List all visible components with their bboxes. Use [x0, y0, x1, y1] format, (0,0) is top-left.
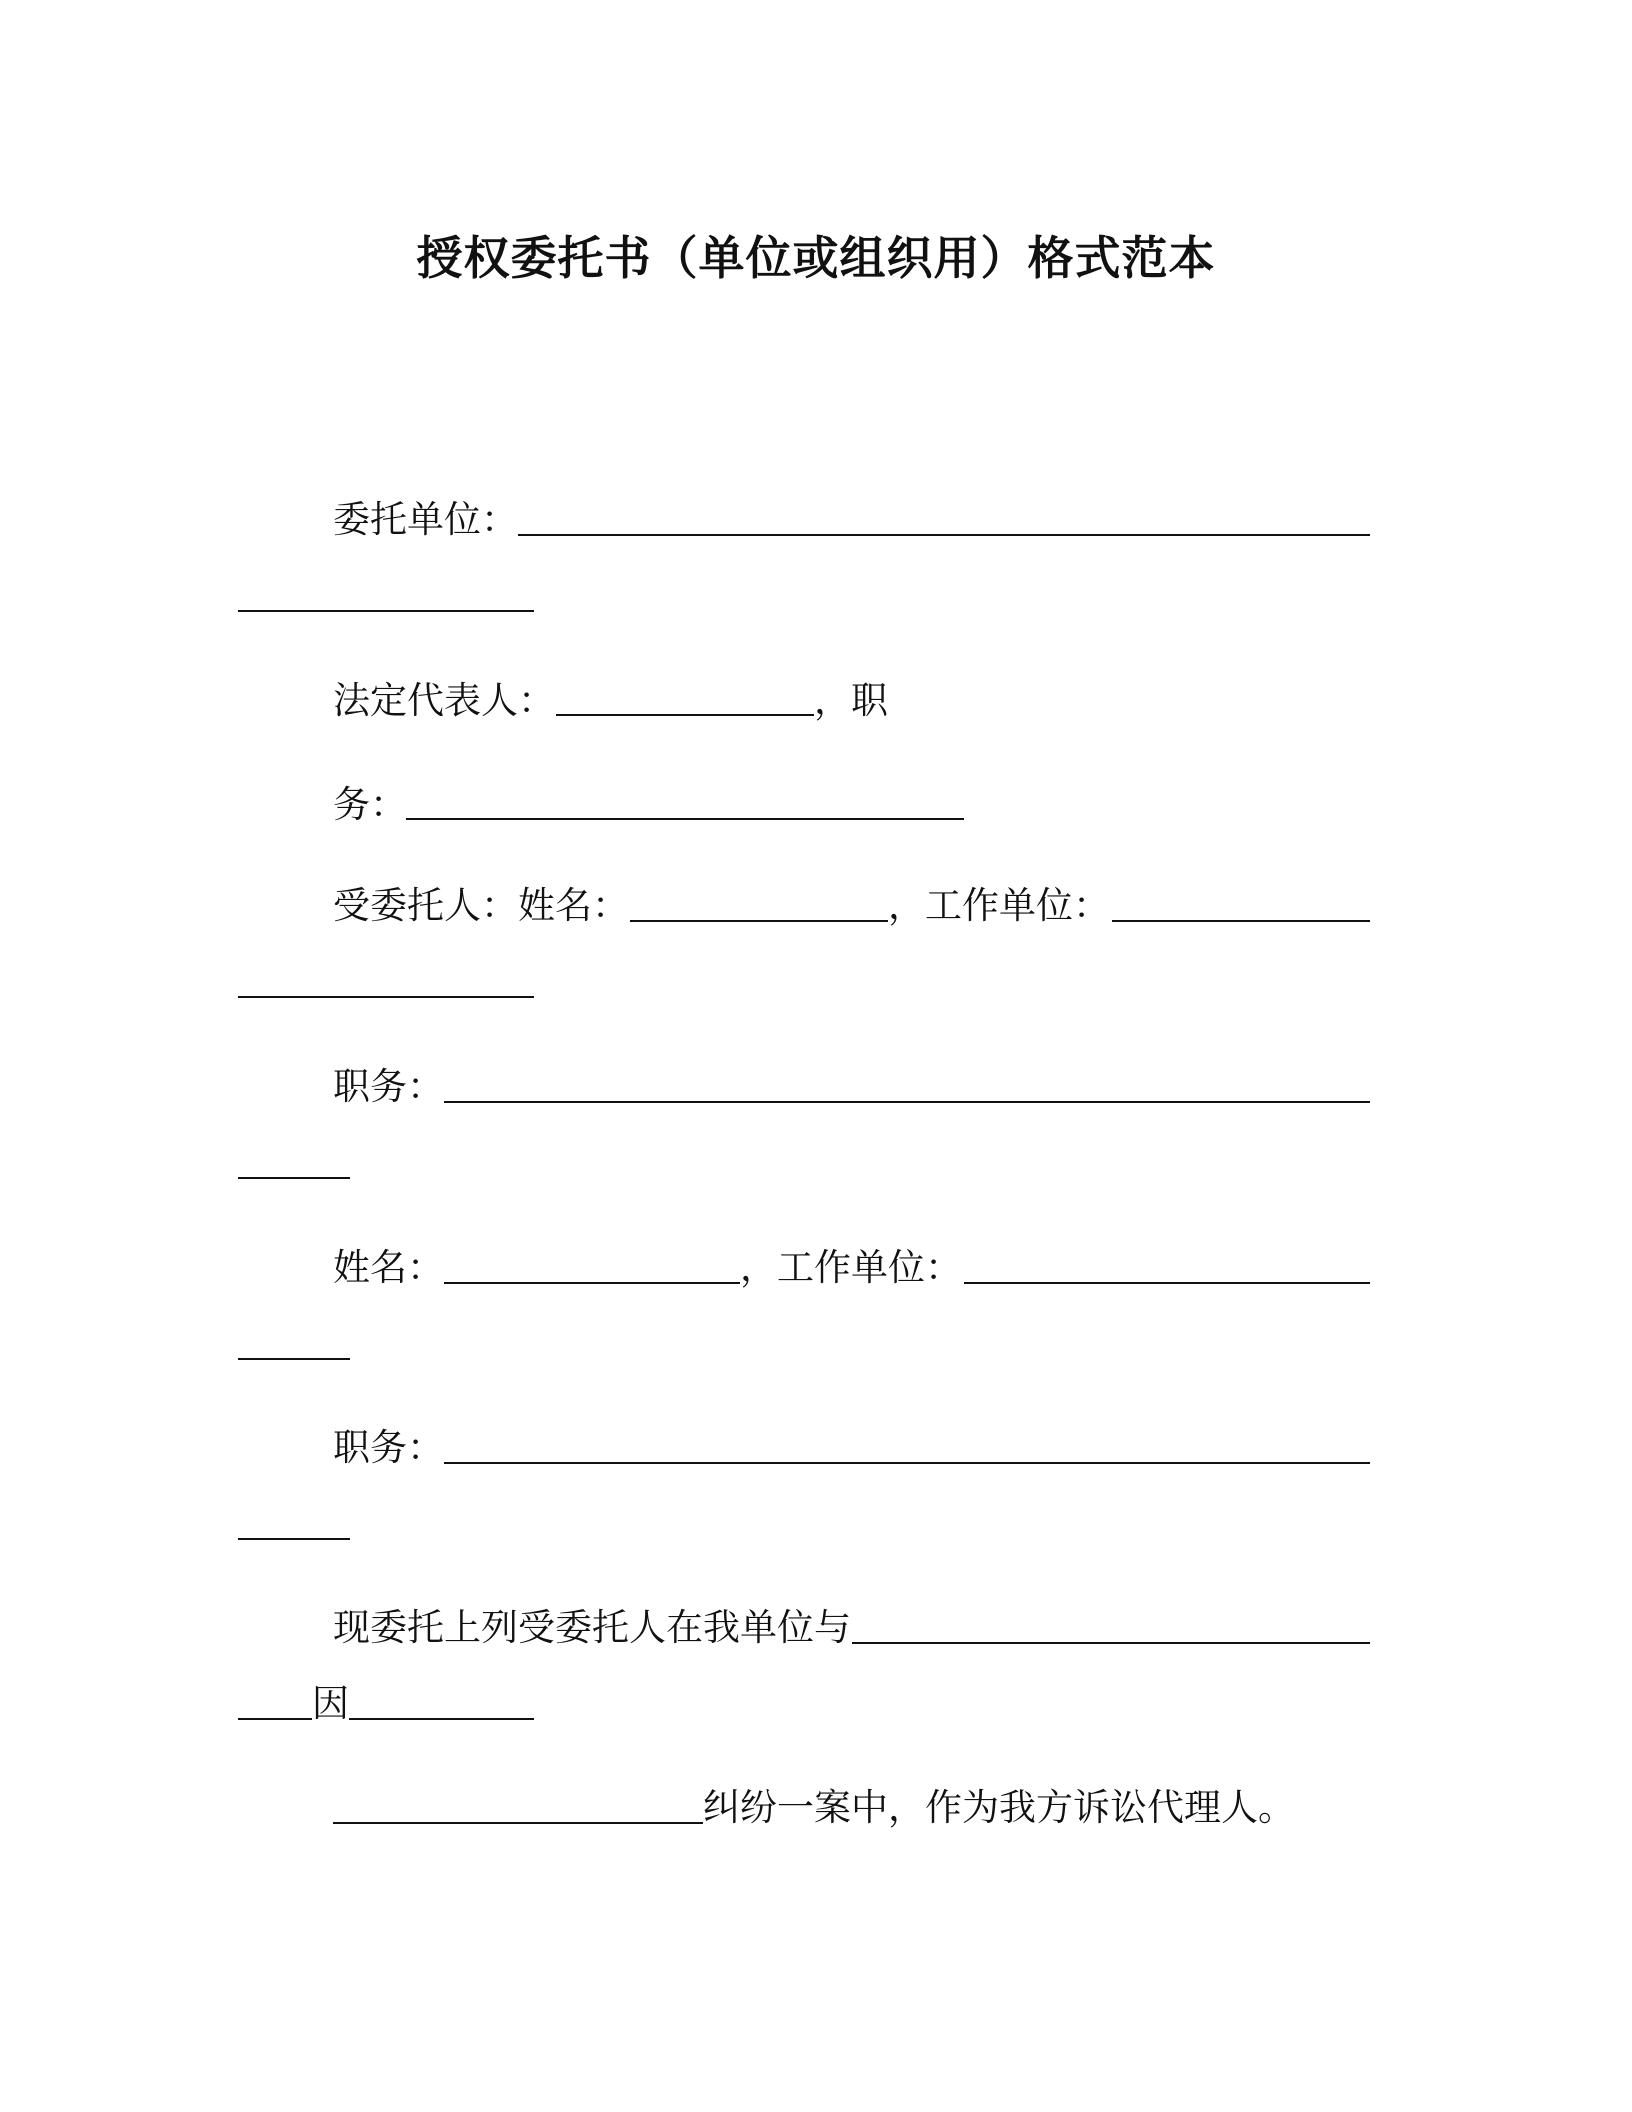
legal-rep-name-blank[interactable] — [556, 714, 814, 716]
document-title: 授权委托书（单位或组织用）格式范本 — [416, 231, 1216, 285]
cause-label: 因 — [312, 1682, 349, 1725]
dispute-type-blank[interactable] — [333, 1822, 703, 1824]
cause-blank[interactable] — [349, 1718, 534, 1720]
agent2-name-label: 姓名： — [333, 1246, 444, 1289]
agent2-position-blank[interactable] — [444, 1462, 1370, 1464]
agent1-name-blank[interactable] — [630, 920, 888, 922]
entrust-statement: 现委托上列受委托人在我单位与 — [333, 1606, 851, 1649]
agent1-workplace-blank[interactable] — [1112, 920, 1370, 922]
entrusting-unit-label: 委托单位： — [333, 498, 518, 541]
agent1-position-blank-continued[interactable] — [238, 1177, 350, 1179]
agent2-workplace-label: ，工作单位： — [740, 1246, 962, 1289]
agent1-workplace-label: ，工作单位： — [888, 884, 1110, 927]
dispute-statement: 纠纷一案中，作为我方诉讼代理人。 — [703, 1786, 1295, 1829]
agent2-workplace-blank[interactable] — [964, 1282, 1370, 1284]
agent-name-label: 受委托人：姓名： — [333, 884, 629, 927]
agent1-position-blank[interactable] — [444, 1101, 1370, 1103]
agent2-name-blank[interactable] — [444, 1282, 740, 1284]
legal-rep-position-blank[interactable] — [406, 818, 964, 820]
agent2-position-label: 职务： — [333, 1426, 444, 1469]
legal-rep-position-prefix: ，职 — [814, 679, 888, 722]
legal-rep-label: 法定代表人： — [333, 679, 555, 722]
agent2-position-blank-continued[interactable] — [238, 1538, 350, 1540]
opposing-party-blank[interactable] — [852, 1642, 1370, 1644]
opposing-party-blank-continued[interactable] — [238, 1718, 312, 1720]
entrusting-unit-blank-continued[interactable] — [238, 610, 534, 612]
legal-rep-position-label: 务： — [333, 783, 407, 826]
agent1-workplace-blank-continued[interactable] — [238, 996, 534, 998]
agent1-position-label: 职务： — [333, 1065, 444, 1108]
entrusting-unit-blank[interactable] — [518, 534, 1370, 536]
agent2-workplace-blank-continued[interactable] — [238, 1358, 350, 1360]
